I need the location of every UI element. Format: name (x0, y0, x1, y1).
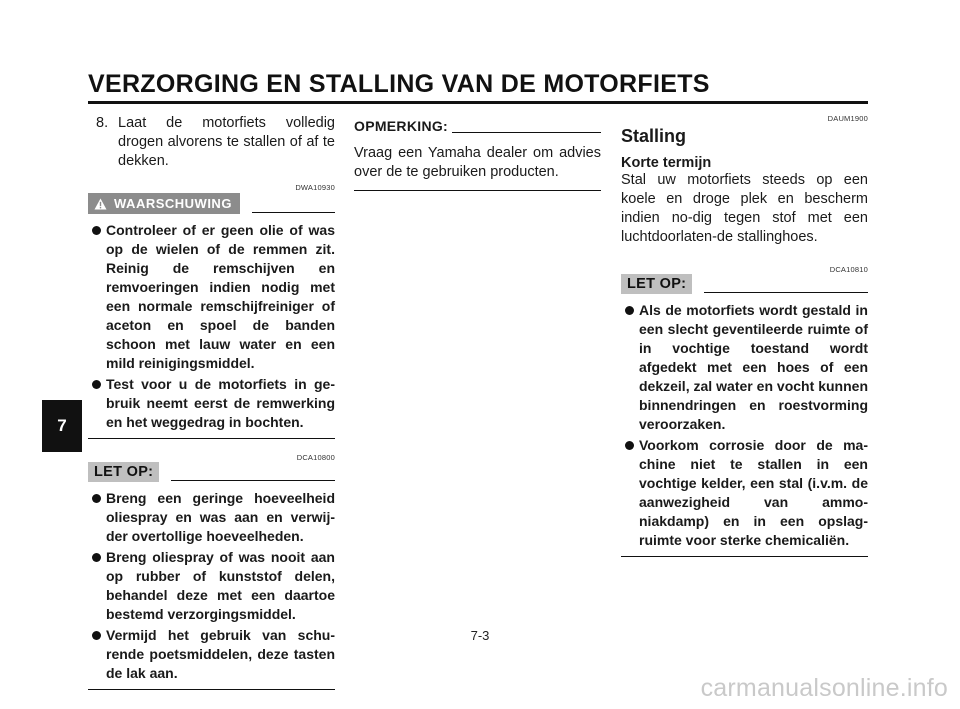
warning-end-rule (88, 438, 335, 439)
step-8 (96, 114, 335, 171)
column-right (621, 114, 868, 557)
bullet-icon (92, 380, 101, 389)
caution-end-rule (88, 689, 335, 690)
list-item: Voorkom corrosie door de ma-chine niet te stallen in een vochtige kelder, een stal (i.v.m. de aanwezigheid van ammo-niakdamp) en in een opslag-ruimte voor sterke chemicaliën. (621, 436, 868, 550)
caution-code: DCA10810 (829, 265, 868, 274)
column-left (88, 114, 335, 690)
bullet-icon (92, 553, 101, 562)
warning-block (88, 183, 335, 439)
warning-header (88, 193, 335, 214)
caution-list (88, 489, 335, 683)
list-item: Breng oliespray of was nooit aan op rubber of kunststof delen, behandel deze met een daartoe bestemd verzorgingsmiddel. (88, 548, 335, 624)
caution-rule (704, 292, 868, 293)
watermark: carmanualsonline.info (700, 674, 948, 702)
warning-list (88, 221, 335, 432)
subsection-title: Korte termijn (621, 155, 712, 171)
page-number: 7-3 (470, 628, 490, 643)
storage-text: Stal uw motorfiets steeds op een koele en droge plek en bescherm indien no-dig tegen stof met een luchtdoorlaten-de stallinghoes. (621, 172, 868, 245)
list-item: Vermijd het gebruik van schu-rende poetsmiddelen, deze tasten de lak aan. (88, 626, 335, 683)
caution-block-left (88, 453, 335, 690)
section-title: Stalling (621, 126, 687, 146)
caution-badge: LET OP: (88, 462, 159, 482)
step-number: 8. (96, 115, 109, 131)
warning-label: WAARSCHUWING (114, 196, 232, 211)
note-rule (452, 132, 601, 133)
caution-code: DCA10800 (296, 453, 335, 462)
bullet-icon (92, 494, 101, 503)
warning-rule (252, 212, 335, 213)
note-end-rule (354, 190, 601, 191)
list-item: Test voor u de motorfiets in ge-bruik neemt eerst de remwerking en het weggedrag in bochten. (88, 375, 335, 432)
header-rule (88, 101, 868, 104)
page-title: VERZORGING EN STALLING VAN DE MOTORFIETS (88, 70, 710, 98)
caution-rule (171, 480, 335, 481)
caution-list (621, 301, 868, 550)
warning-code: DWA10930 (295, 183, 335, 192)
note-text: Vraag een Yamaha dealer om advies over de te gebruiken producten. (354, 145, 601, 180)
warning-triangle-icon (94, 198, 107, 210)
warning-badge (88, 193, 240, 214)
caution-end-rule (621, 556, 868, 557)
caution-header (88, 462, 335, 482)
bullet-icon (92, 226, 101, 235)
list-item: Breng een geringe hoeveelheid oliespray en was aan en verwij-der overtollige hoeveelheden. (88, 489, 335, 546)
section-code: DAUM1900 (827, 114, 868, 123)
bullet-icon (625, 306, 634, 315)
caution-badge: LET OP: (621, 274, 692, 294)
list-item: Controleer of er geen olie of was op de wielen of de remmen zit. Reinig de remschijven en remvoeringen indien nodig met een normale remschijfreiniger of aceton en spoel de banden schoon met lauw water en een mild reinigingsmiddel. (88, 221, 335, 373)
bullet-icon (625, 441, 634, 450)
note-header (354, 118, 601, 134)
chapter-tab: 7 (42, 400, 82, 452)
column-middle (354, 114, 601, 191)
step-text: Laat de motorfiets volledig drogen alvorens te stallen of af te dekken. (118, 115, 335, 169)
note-label: OPMERKING: (354, 118, 448, 134)
list-item: Als de motorfiets wordt gestald in een slecht geventileerde ruimte of in vochtige toestand wordt afgedekt met een hoes of een dekzeil, zal water en vocht kunnen binnendringen en roestvorming veroorzaken. (621, 301, 868, 434)
caution-header (621, 274, 868, 294)
caution-block-right (621, 265, 868, 557)
